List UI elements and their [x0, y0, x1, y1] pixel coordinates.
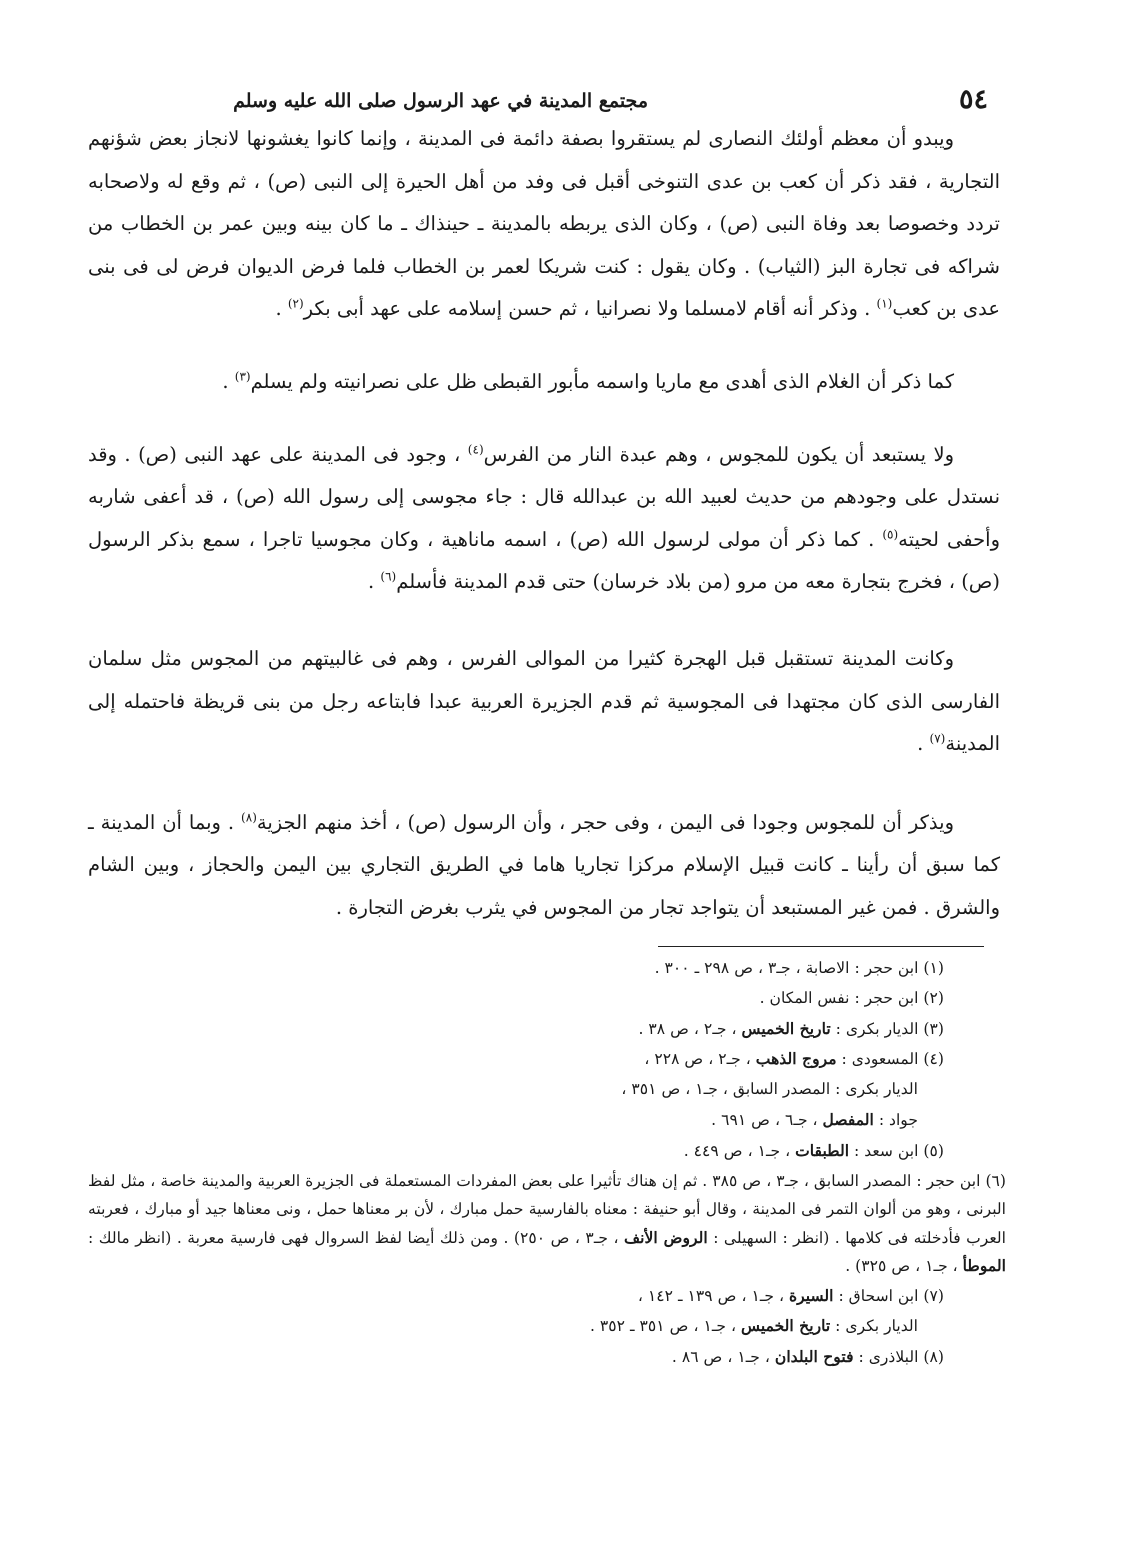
- running-title: مجتمع المدينة في عهد الرسول صلى الله عليه وسلم: [233, 90, 648, 112]
- footnote-8: (٨) البلاذرى : فتوح البلدان ، جـ١ ، ص ٨٦ .: [671, 1347, 944, 1367]
- paragraph-2: كما ذكر أن الغلام الذى أهدى مع ماريا واسمه مأبور القبطى ظل على نصرانيته ولم يسلم$^{(٣)}$ .: [222, 369, 954, 393]
- paragraph-5: ويذكر أن للمجوس وجودا فى اليمن ، وفى حجر ، وأن الرسول (ص) ، أخذ منهم الجزية$^{(٨)}$ . وبما أن المدينة ـ كما سبق أن رأينا ـ كانت قبيل الإسلام مركزا تجاريا هاما في الطريق التجاري بين اليمن والحجاز ، وبين الشام والشرق . فمن غير المستبعد أن يتواجد تجار من المجوس في يثرب بغرض التجارة .: [88, 810, 1000, 919]
- footnote-ref: (٣): [234, 369, 251, 384]
- main-text: [88, 118, 1000, 930]
- footnote-ref: (٨): [241, 810, 257, 825]
- footnote-ref: (٧): [929, 731, 946, 746]
- footnote-ref: (١): [876, 296, 893, 311]
- paragraph-4: وكانت المدينة تستقبل قبل الهجرة كثيرا من الموالى الفرس ، وهم فى غالبيتهم من المجوس مثل سلمان الفارسى الذى كان مجتهدا فى المجوسية ثم قدم الجزيرة العربية عبدا فابتاعه رجل من بنى قريظة فاحتمله إلى المدينة$^{(٧)}$ .: [88, 646, 1000, 756]
- paragraph-1: ويبدو أن معظم أولئك النصارى لم يستقروا بصفة دائمة فى المدينة ، وإنما كانوا يغشونها لانجاز بعض شؤنهم التجارية ، فقد ذكر أن كعب بن عدى التنوخى أقبل فى وفد من أهل الحيرة إلى النبى (ص) ، ثم وقع له ولاصحابه تردد وخصوصا بعد وفاة النبى (ص) ، وكان الذى يربطه بالمدينة ـ حينذاك ـ ما كان بينه وبين عمر بن الخطاب من شراكه فى تجارة البز (الثياب) . وكان يقول : كنت شريكا لعمر بن الخطاب فلما فرض الديوان فرض لى فى بنى عدى بن كعب$^{(١)}$ . وذكر أنه أقام لامسلما ولا نصرانيا ، ثم حسن إسلامه على عهد أبى بكر$^{(٢)}$ .: [88, 127, 1000, 321]
- footnote-3: (٣) الديار بكرى : تاريخ الخميس ، جـ٢ ، ص ٣٨ .: [638, 1018, 944, 1038]
- paragraph-3: ولا يستبعد أن يكون للمجوس ، وهم عبدة النار من الفرس$^{(٤)}$ ، وجود فى المدينة على عهد النبى (ص) . وقد نستدل على وجودهم من حديث لعبيد الله بن عبدالله قال : جاء مجوسى إلى رسول الله (ص) ، قد أعفى شاربه وأحفى لحيته$^{(٥)}$ . كما ذكر أن مولى لرسول الله (ص) ، اسمه ماناهية ، وكان مجوسيا تاجرا ، سمع بذكر الرسول (ص) ، فخرج بتجارة معه من مرو (من بلاد خرسان) حتى قدم المدينة فأسلم$^{(٦)}$ .: [88, 442, 1000, 594]
- footnote-7-continued: الديار بكرى : تاريخ الخميس ، جـ١ ، ص ٣٥١ ـ ٣٥٢ .: [590, 1316, 918, 1336]
- footnote-2: (٢) ابن حجر : نفس المكان .: [759, 988, 944, 1007]
- page-number: ٥٤: [958, 84, 988, 115]
- footnote-ref: (٥): [882, 527, 899, 542]
- footnote-ref: (٤): [467, 442, 484, 457]
- footnote-1: (١) ابن حجر : الاصابة ، جـ٣ ، ص ٢٩٨ ـ ٣٠٠ .: [654, 959, 944, 977]
- page-header: [90, 86, 988, 122]
- footnote-4-continued: الديار بكرى : المصدر السابق ، جـ١ ، ص ٣٥١ ،: [621, 1080, 918, 1099]
- footnote-4: (٤) المسعودى : مروج الذهب ، جـ٢ ، ص ٢٢٨ ،: [644, 1049, 944, 1069]
- footnote-ref: (٢): [287, 296, 304, 311]
- footnote-5: (٥) ابن سعد : الطبقات ، جـ١ ، ص ٤٤٩ .: [683, 1140, 944, 1160]
- footnote-6: (٦) ابن حجر : المصدر السابق ، جـ٣ ، ص ٣٨٥ . ثم إن هناك تأثيرا على بعض المفردات المستعملة فى الجزيرة العربية والمدينة خاصة ، مثل لفظ البرنى ، وهو من ألوان التمر فى المدينة ، وقال أبو حنيفة : معناه بالفارسية حمل مبارك ، لأن بر معناها حمل ، ونى معناها جيد أو مبارك ، فعربته العرب فأدخلته فى كلامها . (انظر : السهيلى : الروض الأنف ، جـ٣ ، ص ٢٥٠) . ومن ذلك أيضا لفظ السروال فهى فارسية معربة . (انظر مالك : الموطأ ، جـ١ ، ص ٣٢٥) .: [88, 1171, 1007, 1276]
- footnote-4-continued-2: جواد : المفصل ، جـ٦ ، ص ٦٩١ .: [711, 1109, 918, 1129]
- footnotes: [88, 954, 1006, 1373]
- footnote-separator: [658, 946, 984, 947]
- footnote-7: (٧) ابن اسحاق : السيرة ، جـ١ ، ص ١٣٩ ـ ١٤٢ ،: [637, 1285, 944, 1305]
- footnote-ref: (٦): [380, 569, 397, 584]
